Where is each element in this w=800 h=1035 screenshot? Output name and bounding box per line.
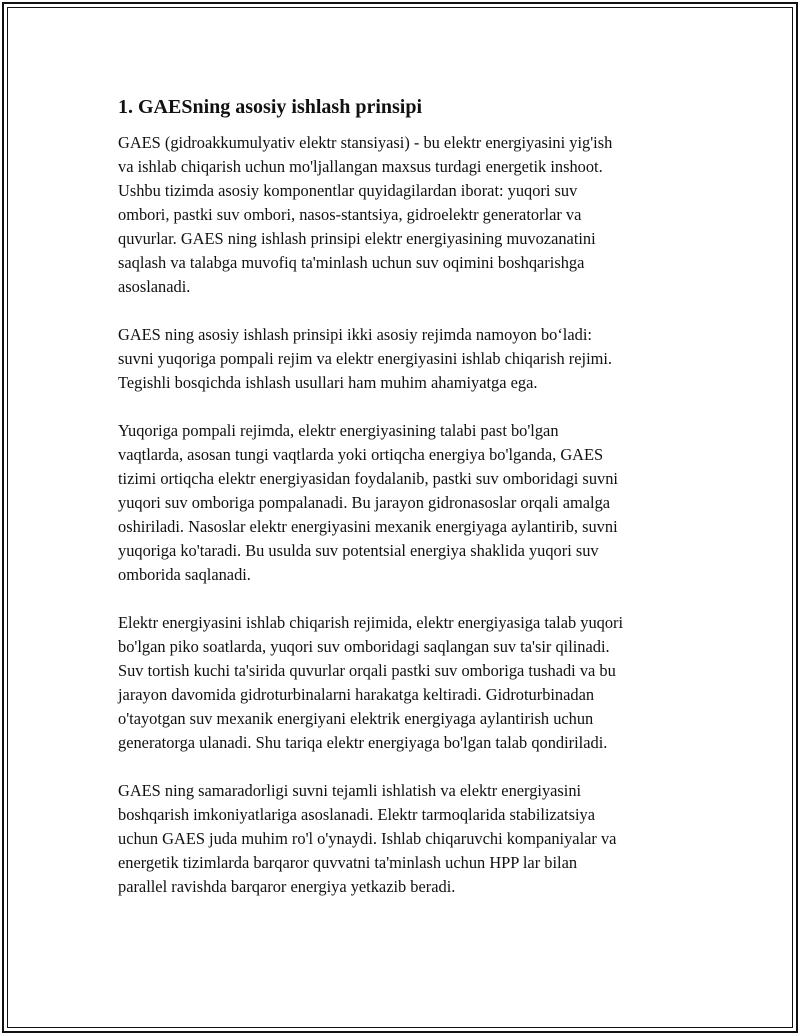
text-line: suvni yuqoriga pompali rejim va elektr energiyasini ishlab chiqarish rejimi. <box>118 349 613 368</box>
text-line: tizimi ortiqcha elektr energiyasidan foydalanib, pastki suv omboridagi suvni <box>118 469 618 488</box>
section-title: 1. GAESning asosiy ishlash prinsipi <box>118 96 423 118</box>
text-line: saqlash va talabga muvofiq ta'minlash uchun suv oqimini boshqarishga <box>118 253 585 272</box>
document-body <box>118 95 698 923</box>
paragraph-pumping-mode <box>118 419 698 587</box>
text-line: omborida saqlanadi. <box>118 565 251 584</box>
text-line: ombori, pastki suv ombori, nasos-stantsiya, gidroelektr generatorlar va <box>118 205 582 224</box>
paragraph-generation-mode <box>118 611 698 755</box>
text-line: Suv tortish kuchi ta'sirida quvurlar orqali pastki suv omboriga tushadi va bu <box>118 661 616 680</box>
text-line: vaqtlarda, asosan tungi vaqtlarda yoki ortiqcha energiya bo'lganda, GAES <box>118 445 604 464</box>
text-line: asoslanadi. <box>118 277 191 296</box>
text-line: Yuqoriga pompali rejimda, elektr energiyasining talabi past bo'lgan <box>118 421 559 440</box>
text-line: yuqoriga ko'taradi. Bu usulda suv potentsial energiya shaklida yuqori suv <box>118 541 599 560</box>
text-line: va ishlab chiqarish uchun mo'ljallangan maxsus turdagi energetik inshoot. <box>118 157 603 176</box>
text-line: bo'lgan piko soatlarda, yuqori suv omboridagi saqlangan suv ta'sir qilinadi. <box>118 637 610 656</box>
paragraph-gaes-definition <box>118 131 698 299</box>
text-line: GAES ning samaradorligi suvni tejamli ishlatish va elektr energiyasini <box>118 781 582 800</box>
text-line: GAES ning asosiy ishlash prinsipi ikki asosiy rejimda namoyon bo‘ladi: <box>118 325 592 344</box>
text-line: GAES (gidroakkumulyativ elektr stansiyasi) - bu elektr energiyasini yig'ish <box>118 133 613 152</box>
text-line: Tegishli bosqichda ishlash usullari ham muhim ahamiyatga ega. <box>118 373 538 392</box>
text-line: Ushbu tizimda asosiy komponentlar quyidagilardan iborat: yuqori suv <box>118 181 578 200</box>
paragraph-operating-modes <box>118 323 698 395</box>
text-line: Elektr energiyasini ishlab chiqarish rejimida, elektr energiyasiga talab yuqori <box>118 613 624 632</box>
text-line: energetik tizimlarda barqaror quvvatni ta'minlash uchun HPP lar bilan <box>118 853 578 872</box>
text-line: parallel ravishda barqaror energiya yetkazib beradi. <box>118 877 456 896</box>
text-line: oshiriladi. Nasoslar elektr energiyasini mexanik energiyaga aylantirib, suvni <box>118 517 618 536</box>
paragraph-efficiency <box>118 779 698 899</box>
text-line: uchun GAES juda muhim ro'l o'ynaydi. Ishlab chiqaruvchi kompaniyalar va <box>118 829 617 848</box>
text-line: o'tayotgan suv mexanik energiyani elektrik energiyaga aylantirish uchun <box>118 709 594 728</box>
text-line: jarayon davomida gidroturbinalarni harakatga keltiradi. Gidroturbinadan <box>118 685 595 704</box>
text-line: yuqori suv omboriga pompalanadi. Bu jarayon gidronasoslar orqali amalga <box>118 493 611 512</box>
text-line: quvurlar. GAES ning ishlash prinsipi elektr energiyasining muvozanatini <box>118 229 596 248</box>
text-line: generatorga ulanadi. Shu tariqa elektr energiyaga bo'lgan talab qondiriladi. <box>118 733 608 752</box>
text-line: boshqarish imkoniyatlariga asoslanadi. Elektr tarmoqlarida stabilizatsiya <box>118 805 596 824</box>
